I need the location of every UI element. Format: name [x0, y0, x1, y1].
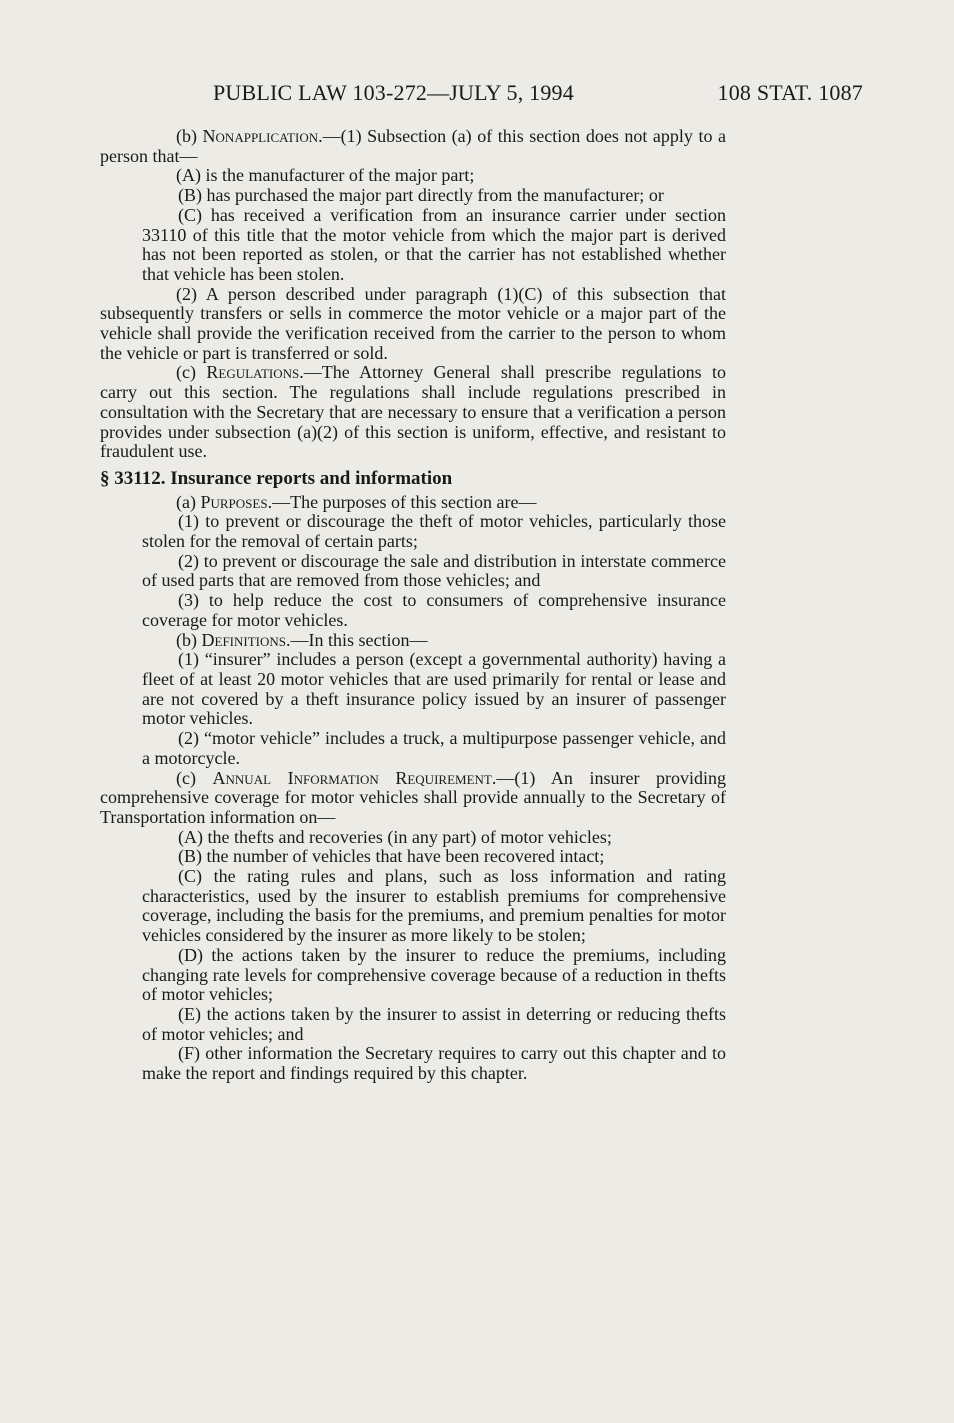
info-a: (A) the thefts and recoveries (in any part) of motor vehicles;: [178, 826, 612, 847]
definition-2: (2) “motor vehicle” includes a truck, a multipurpose passenger vehicle, and a motorcycle.: [142, 728, 726, 768]
para-lead: (b): [176, 126, 203, 146]
purpose-2: (2) to prevent or discourage the sale and distribution in interstate commerce of used parts that are removed from those vehicles; and: [142, 550, 726, 591]
para-text: .—The Attorney General shall prescribe regulations to carry out this section. The regulations shall include regulations prescribed in consultation with the Secretary that are necessary to ensure that a verification a person provides under subsection (a)(2) of this section is uniform, effective, and resistant to fraudulent use.: [100, 362, 726, 462]
para-text: .—(1) Subsection (a) of this section does not apply to a person that—: [100, 126, 726, 166]
section-heading: § 33112. Insurance reports and information: [100, 467, 453, 489]
clause-a: (A) is the manufacturer of the major part;: [176, 165, 475, 186]
clause-b: (B) has purchased the major part directly from the manufacturer; or: [178, 185, 664, 206]
info-c: (C) the rating rules and plans, such as loss information and rating characteristics, used by the insurer to establish premiums for comprehensive coverage, including the basis for the premiums, and premium penalties for motor vehicles considered by the insurer as more likely to be stolen;: [142, 866, 726, 946]
document-body: [100, 127, 726, 1084]
para-text: .—In this section—: [286, 629, 428, 650]
info-e: (E) the actions taken by the insurer to assist in deterring or reducing thefts of motor vehicles; and: [142, 1003, 726, 1044]
para-caption: Regulations: [206, 362, 300, 383]
para-caption: Annual Information Requirement: [212, 767, 492, 788]
purpose-3: (3) to help reduce the cost to consumers of comprehensive insurance coverage for motor vehicles.: [142, 590, 726, 630]
para-lead: (c): [176, 362, 207, 383]
info-d: (D) the actions taken by the insurer to reduce the premiums, including changing rate levels for comprehensive coverage because of a reduction in thefts of motor vehicles;: [142, 944, 726, 1005]
info-f: (F) other information the Secretary requires to carry out this chapter and to make the report and findings required by this chapter.: [142, 1043, 726, 1084]
info-b: (B) the number of vehicles that have been recovered intact;: [178, 846, 605, 867]
definition-1: (1) “insurer” includes a person (except a governmental authority) having a fleet of at least 20 motor vehicles that are used primarily for rental or lease and are not covered by a theft insurance policy issued by an insurer of passenger motor vehicles.: [142, 649, 726, 729]
para-caption: Definitions: [201, 629, 286, 650]
paragraph-2: (2) A person described under paragraph (1)(C) of this subsection that subsequently transfers or sells in commerce the motor vehicle or a major part of the vehicle shall provide the verification received from the carrier to the person to whom the vehicle or part is transferred or sold.: [100, 283, 726, 363]
paragraph-b-nonapplication: [100, 127, 726, 166]
para-text: .—(1) An insurer providing comprehensive coverage for motor vehicles shall provide annually to the Secretary of Transportation information on—: [100, 767, 726, 827]
para-text: .—The purposes of this section are—: [267, 491, 537, 512]
header-stat-citation: 108 STAT. 1087: [717, 80, 863, 105]
header-title: PUBLIC LAW 103-272—JULY 5, 1994: [213, 80, 574, 105]
purpose-1: (1) to prevent or discourage the theft of motor vehicles, particularly those stolen for the removal of certain parts;: [142, 511, 726, 552]
running-header: [213, 80, 863, 110]
paragraph-a-purposes: [100, 493, 726, 513]
para-caption: Purposes: [200, 491, 268, 512]
para-caption: Nonapplication: [202, 126, 319, 146]
para-lead: (c): [176, 767, 213, 788]
para-lead: (b): [176, 629, 202, 650]
clause-c: (C) has received a verification from an insurance carrier under section 33110 of this title that the motor vehicle from which the major part is derived has not been reported as stolen, or that the carrier has not established whether that vehicle has been stolen.: [142, 204, 726, 284]
paragraph-b-definitions: [100, 631, 726, 651]
paragraph-c-annual-information: [100, 769, 726, 828]
para-lead: (a): [176, 491, 201, 512]
paragraph-c-regulations: [100, 363, 726, 462]
